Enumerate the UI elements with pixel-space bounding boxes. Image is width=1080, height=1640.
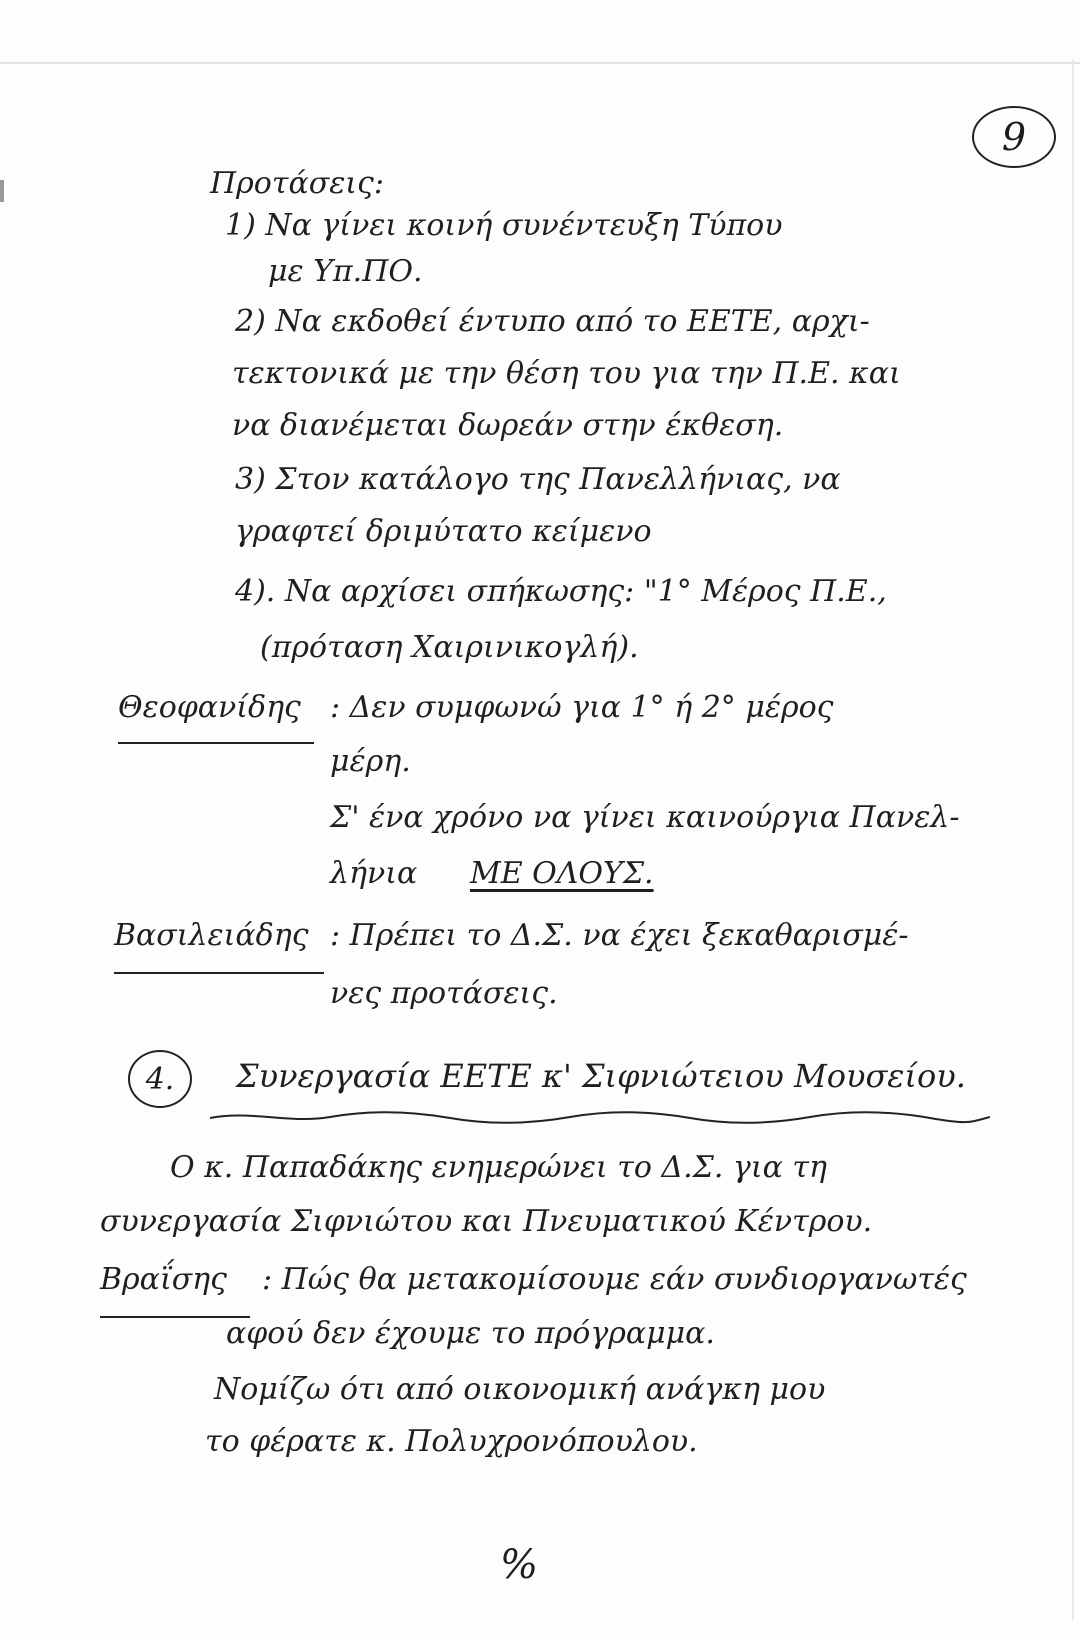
proposal-2-line-3: να διανέμεται δωρεάν στην έκθεση. <box>232 408 784 443</box>
item-number-circle: 4. <box>128 1050 192 1108</box>
proposal-2-line-1: 2) Να εκδοθεί έντυπο από το ΕΕΤΕ, αρχι- <box>235 304 870 339</box>
page-number: 9 <box>972 106 1056 168</box>
speaker-3-line-3: Νομίζω ότι από οικονομική ανάγκη μου <box>214 1372 826 1407</box>
speaker-2-line-2: νες προτάσεις. <box>330 976 558 1011</box>
speaker-name-2: Βασιλειάδης <box>114 918 309 953</box>
speaker-1-line-2: μέρη. <box>330 744 411 779</box>
speaker-name-3: Βραΐσης <box>100 1262 227 1297</box>
speaker-2-line-1: : Πρέπει το Δ.Σ. να έχει ξεκαθαρισμέ- <box>330 918 909 953</box>
speaker-1-line-1: : Δεν συμφωνώ για 1° ή 2° μέρος <box>330 690 834 725</box>
speaker-3-line-4: το φέρατε κ. Πολυχρονόπουλου. <box>205 1424 698 1459</box>
proposal-1-line-1: 1) Να γίνει κοινή συνέντευξη Τύπου <box>225 208 783 243</box>
item-4-paragraph-line-1: Ο κ. Παπαδάκης ενημερώνει το Δ.Σ. για τη <box>170 1150 827 1185</box>
proposal-1-line-2: με Υπ.ΠΟ. <box>268 254 423 289</box>
proposal-3-line-1: 3) Στον κατάλογο της Πανελλήνιας, να <box>235 462 841 497</box>
continued-mark: % <box>500 1542 539 1588</box>
proposal-2-line-2: τεκτονικά με την θέση του για την Π.Ε. και <box>232 356 901 391</box>
scan-edge-top <box>0 62 1080 64</box>
speaker-1-line-4: λήνια <box>330 856 418 891</box>
speaker-underline-1 <box>118 742 314 744</box>
heading-proposals: Προτάσεις: <box>210 166 384 201</box>
proposal-3-line-2: γραφτεί δριμύτατο κείμενο <box>235 514 652 549</box>
speaker-underline-2 <box>114 972 324 974</box>
speaker-3-line-2: αφού δεν έχουμε το πρόγραμμα. <box>226 1316 715 1351</box>
proposal-4-line-1: 4). Να αρχίσει σπήκωσης: "1° Μέρος Π.Ε., <box>235 574 887 609</box>
speaker-1-emphasis: ΜΕ ΟΛΟΥΣ. <box>470 856 654 891</box>
speaker-name-1: Θεοφανίδης <box>118 690 301 725</box>
speaker-3-line-1: : Πώς θα μετακομίσουμε εάν συνδιοργανωτές <box>262 1262 967 1297</box>
heading-wavy-underline <box>210 1108 990 1126</box>
speaker-1-line-3: Σ' ένα χρόνο να γίνει καινούργια Πανελ- <box>330 800 960 835</box>
scan-edge-right <box>1072 60 1074 1620</box>
proposal-4-line-2: (πρόταση Χαιρινικογλή). <box>260 630 639 665</box>
item-4-heading: Συνεργασία ΕΕΤΕ κ' Σιφνιώτειου Μουσείου. <box>236 1057 966 1095</box>
scan-mark-left <box>0 180 4 202</box>
item-4-paragraph-line-2: συνεργασία Σιφνιώτου και Πνευματικού Κέντρου. <box>100 1204 873 1239</box>
